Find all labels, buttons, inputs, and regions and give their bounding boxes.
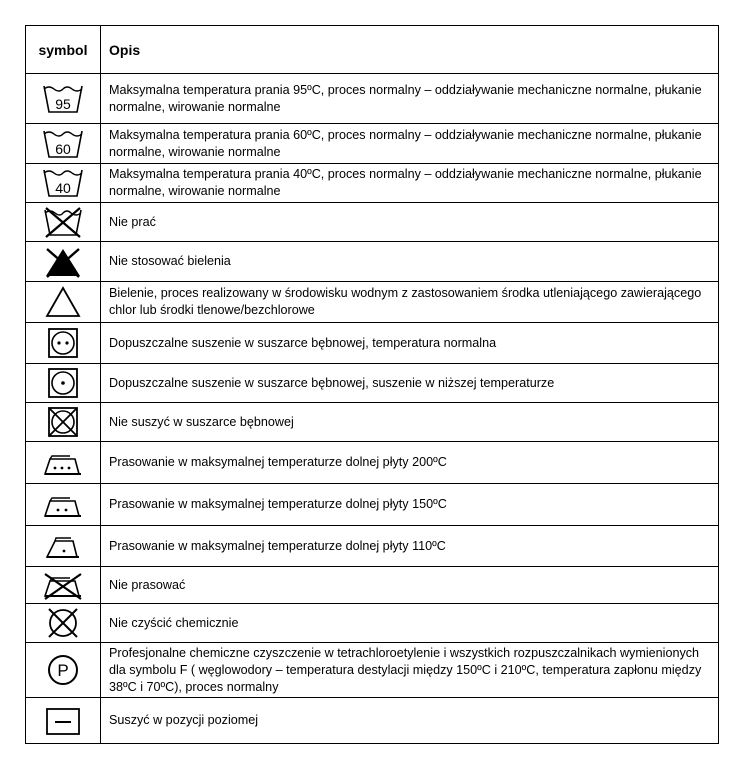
row-description: Nie prać: [101, 203, 719, 242]
row-description: Nie stosować bielenia: [101, 242, 719, 282]
iron-low-icon: [41, 529, 85, 563]
dry-flat-icon: [41, 704, 85, 738]
do-not-tumble-dry-icon: [41, 405, 85, 439]
wash-40-icon: [41, 166, 85, 200]
svg-text:60: 60: [55, 140, 71, 157]
tumble-dry-normal-icon: [41, 326, 85, 360]
row-description: Maksymalna temperatura prania 60ºC, proces normalny – oddziaływanie mechaniczne normalne, płukanie normalne, wirowanie normalne: [101, 124, 719, 164]
care-symbols-table: [25, 25, 719, 744]
row-description: Dopuszczalne suszenie w suszarce bębnowej, temperatura normalna: [101, 323, 719, 364]
table-row: [26, 74, 719, 124]
header-description: Opis: [101, 26, 719, 74]
do-not-bleach-icon: [41, 245, 85, 279]
row-description: Nie czyścić chemicznie: [101, 604, 719, 643]
row-description: Maksymalna temperatura prania 95ºC, proces normalny – oddziaływanie mechaniczne normalne, płukanie normalne, wirowanie normalne: [101, 74, 719, 124]
do-not-dry-clean-icon: [41, 606, 85, 640]
table-row: [26, 698, 719, 744]
row-description: Prasowanie w maksymalnej temperaturze dolnej płyty 150ºC: [101, 484, 719, 526]
row-description: Prasowanie w maksymalnej temperaturze dolnej płyty 200ºC: [101, 442, 719, 484]
iron-high-icon: [41, 446, 85, 480]
table-row: [26, 124, 719, 164]
do-not-iron-icon: [41, 568, 85, 602]
row-description: Suszyć w pozycji poziomej: [101, 698, 719, 744]
wash-95-icon: [41, 82, 85, 116]
table-row: [26, 242, 719, 282]
svg-text:40: 40: [55, 180, 71, 196]
row-description: Profesjonalne chemiczne czyszczenie w tetrachloroetylenie i wszystkich rozpuszczalnikach wymienionych dla symbolu F ( węglowodory – temperatura destylacji między 150ºC i 210ºC, temperatura zapłonu między 38ºC i 70ºC), proces normalny: [101, 643, 719, 698]
table-row: [26, 442, 719, 484]
svg-text:P: P: [57, 661, 69, 680]
row-description: Nie prasować: [101, 567, 719, 604]
row-description: Prasowanie w maksymalnej temperaturze dolnej płyty 110ºC: [101, 526, 719, 567]
table-row: [26, 643, 719, 698]
header-symbol: symbol: [26, 26, 101, 74]
table-row: [26, 604, 719, 643]
do-not-wash-icon: [41, 205, 85, 239]
tumble-dry-low-icon: [41, 366, 85, 400]
table-row: [26, 364, 719, 403]
iron-medium-icon: [41, 488, 85, 522]
row-description: Maksymalna temperatura prania 40ºC, proces normalny – oddziaływanie mechaniczne normalne, płukanie normalne, wirowanie normalne: [101, 164, 719, 203]
table-row: [26, 567, 719, 604]
table-row: [26, 164, 719, 203]
dry-clean-p-icon: [41, 652, 85, 688]
row-description: Bielenie, proces realizowany w środowisku wodnym z zastosowaniem środka utleniającego zawierającego chlor lub środki tlenowe/bezchlorowe: [101, 282, 719, 323]
svg-text:95: 95: [55, 95, 71, 112]
table-row: [26, 323, 719, 364]
row-description: Nie suszyć w suszarce bębnowej: [101, 403, 719, 442]
bleach-triangle-icon: [41, 285, 85, 319]
table-row: [26, 282, 719, 323]
table-row: [26, 484, 719, 526]
table-row: [26, 403, 719, 442]
table-row: [26, 526, 719, 567]
header-row: [26, 26, 719, 74]
table-row: [26, 203, 719, 242]
row-description: Dopuszczalne suszenie w suszarce bębnowej, suszenie w niższej temperaturze: [101, 364, 719, 403]
wash-60-icon: [41, 127, 85, 161]
